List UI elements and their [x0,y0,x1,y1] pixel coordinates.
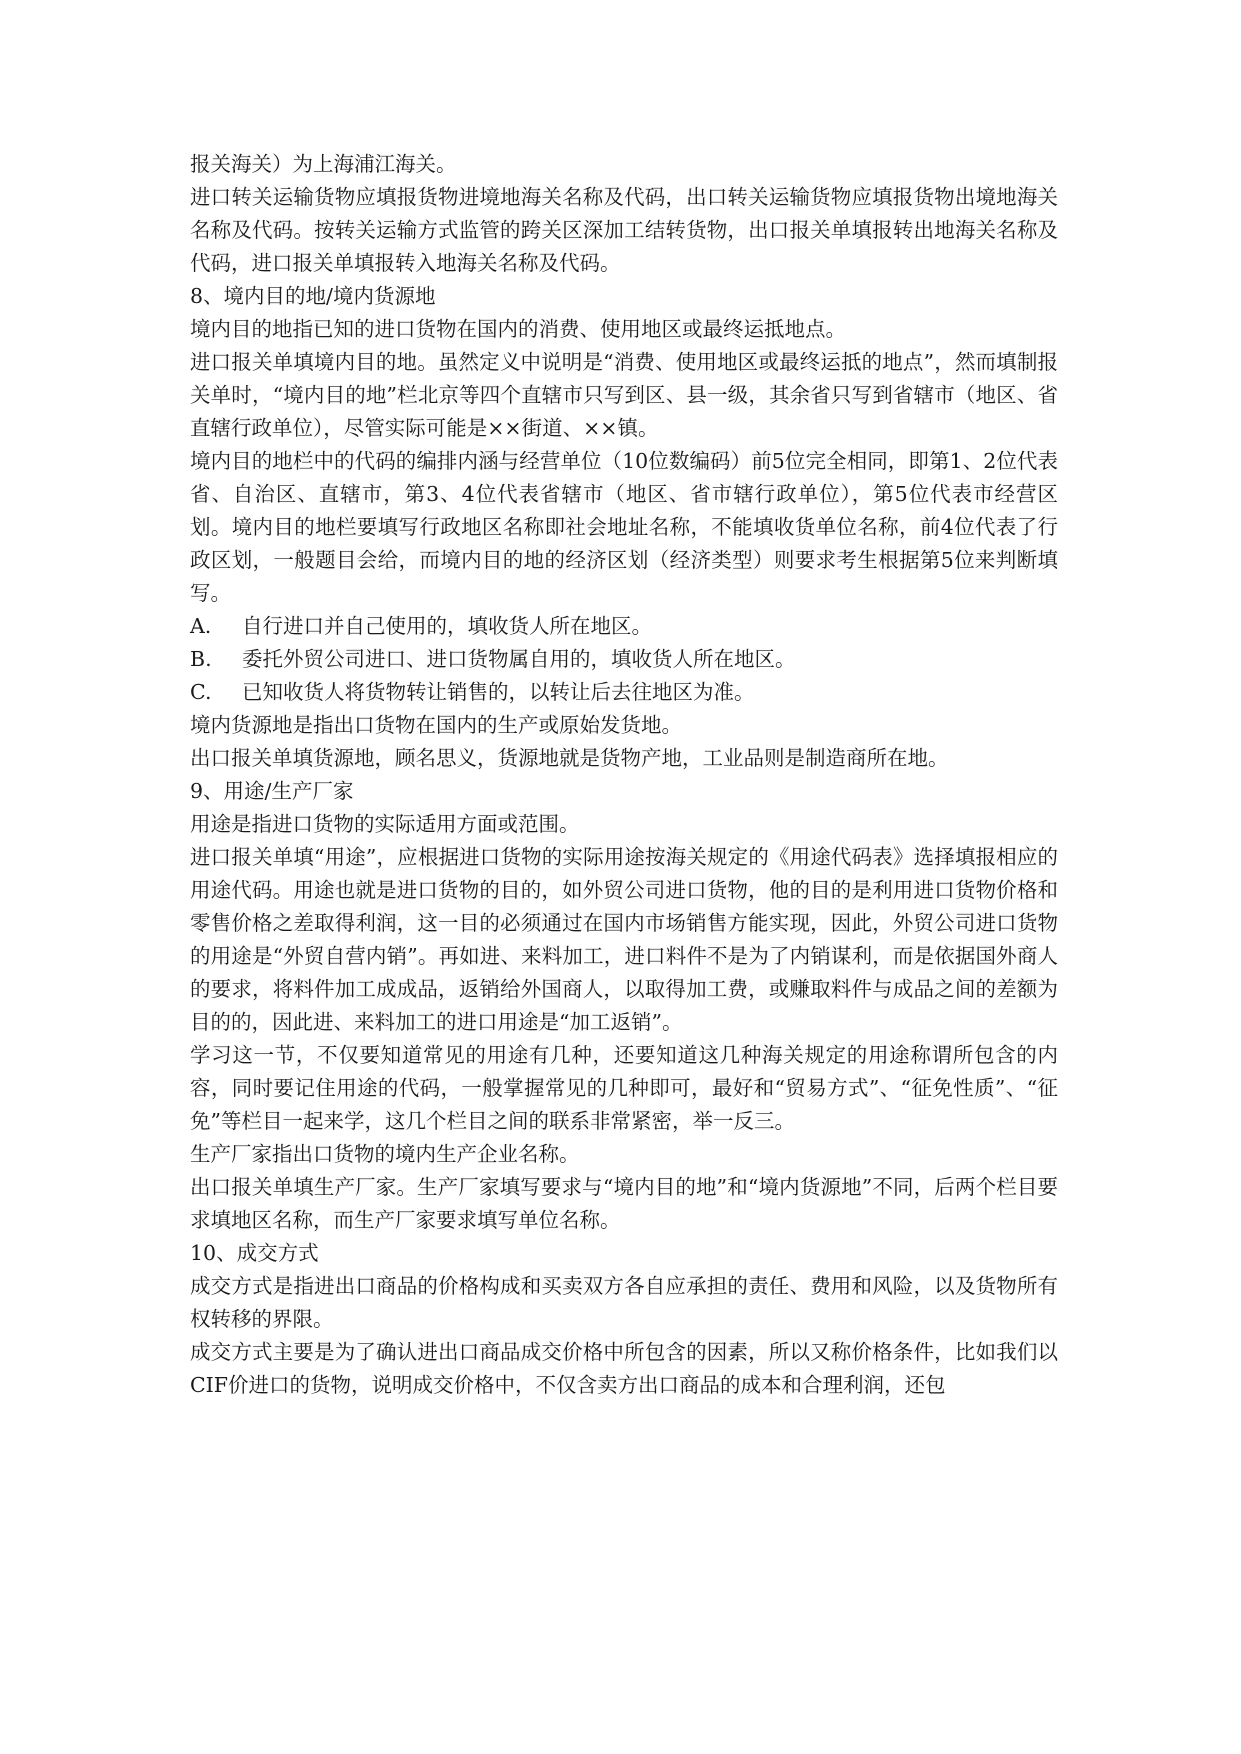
list-item-label: C. [190,680,212,704]
paragraph: 出口报关单填生产厂家。生产厂家填写要求与“境内目的地”和“境内货源地”不同，后两个栏目要求填地区名称，而生产厂家要求填写单位名称。 [190,1175,1058,1232]
list-item [190,676,1058,709]
paragraph: 进口转关运输货物应填报货物进境地海关名称及代码，出口转关运输货物应填报货物出境地海关名称及代码。按转关运输方式监管的跨关区深加工结转货物，出口报关单填报转出地海关名称及代码，进口报关单填报转入地海关名称及代码。 [190,185,1058,275]
list-item-text: 委托外贸公司进口、进口货物属自用的，填收货人所在地区。 [242,647,796,671]
list-item-label: B. [190,647,212,671]
paragraph: 出口报关单填货源地，顾名思义，货源地就是货物产地，工业品则是制造商所在地。 [190,746,949,770]
paragraph: 生产厂家指出口货物的境内生产企业名称。 [190,1142,580,1166]
paragraph: 成交方式是指进出口商品的价格构成和买卖双方各自应承担的责任、费用和风险，以及货物所有权转移的界限。 [190,1274,1058,1331]
paragraph: 成交方式主要是为了确认进出口商品成交价格中所包含的因素，所以又称价格条件，比如我们以CIF价进口的货物，说明成交价格中，不仅含卖方出口商品的成本和合理利润，还包 [190,1340,1058,1397]
list-item-label: A. [190,614,212,638]
list-item-text: 自行进口并自己使用的，填收货人所在地区。 [242,614,652,638]
paragraph: 境内目的地指已知的进口货物在国内的消费、使用地区或最终运抵地点。 [190,317,846,341]
paragraph: 境内货源地是指出口货物在国内的生产或原始发货地。 [190,713,682,737]
list-item [190,643,1058,676]
paragraph: 进口报关单填“用途”，应根据进口货物的实际用途按海关规定的《用途代码表》选择填报相应的用途代码。用途也就是进口货物的目的，如外贸公司进口货物，他的目的是利用进口货物价格和零售价格之差取得利润，这一目的必须通过在国内市场销售方能实现，因此，外贸公司进口货物的用途是“外贸自营内销”。再如进、来料加工，进口料件不是为了内销谋利，而是依据国外商人的要求，将料件加工成成品，返销给外国商人，以取得加工费，或赚取料件与成品之间的差额为目的的，因此进、来料加工的进口用途是“加工返销”。 [190,845,1058,1034]
section-heading-10: 10、成交方式 [190,1241,319,1265]
paragraph: 报关海关）为上海浦江海关。 [190,152,457,176]
paragraph: 进口报关单填境内目的地。虽然定义中说明是“消费、使用地区或最终运抵的地点”，然而填制报关单时，“境内目的地”栏北京等四个直辖市只写到区、县一级，其余省只写到省辖市（地区、省直辖行政单位），尽管实际可能是××街道、××镇。 [190,350,1058,440]
paragraph: 用途是指进口货物的实际适用方面或范围。 [190,812,580,836]
section-heading-9: 9、用途/生产厂家 [190,779,354,803]
list-item [190,610,1058,643]
paragraph: 学习这一节，不仅要知道常见的用途有几种，还要知道这几种海关规定的用途称谓所包含的内容，同时要记住用途的代码，一般掌握常见的几种即可，最好和“贸易方式”、“征免性质”、“征免”等栏目一起来学，这几个栏目之间的联系非常紧密，举一反三。 [190,1043,1058,1133]
document-page [190,148,1058,1402]
list-item-text: 已知收货人将货物转让销售的，以转让后去往地区为准。 [242,680,755,704]
section-heading-8: 8、境内目的地/境内货源地 [190,284,436,308]
paragraph: 境内目的地栏中的代码的编排内涵与经营单位（10位数编码）前5位完全相同，即第1、2位代表省、自治区、直辖市，第3、4位代表省辖市（地区、省市辖行政单位），第5位代表市经营区划。境内目的地栏要填写行政地区名称即社会地址名称，不能填收货单位名称，前4位代表了行政区划，一般题目会给，而境内目的地的经济区划（经济类型）则要求考生根据第5位来判断填写。 [190,449,1058,605]
